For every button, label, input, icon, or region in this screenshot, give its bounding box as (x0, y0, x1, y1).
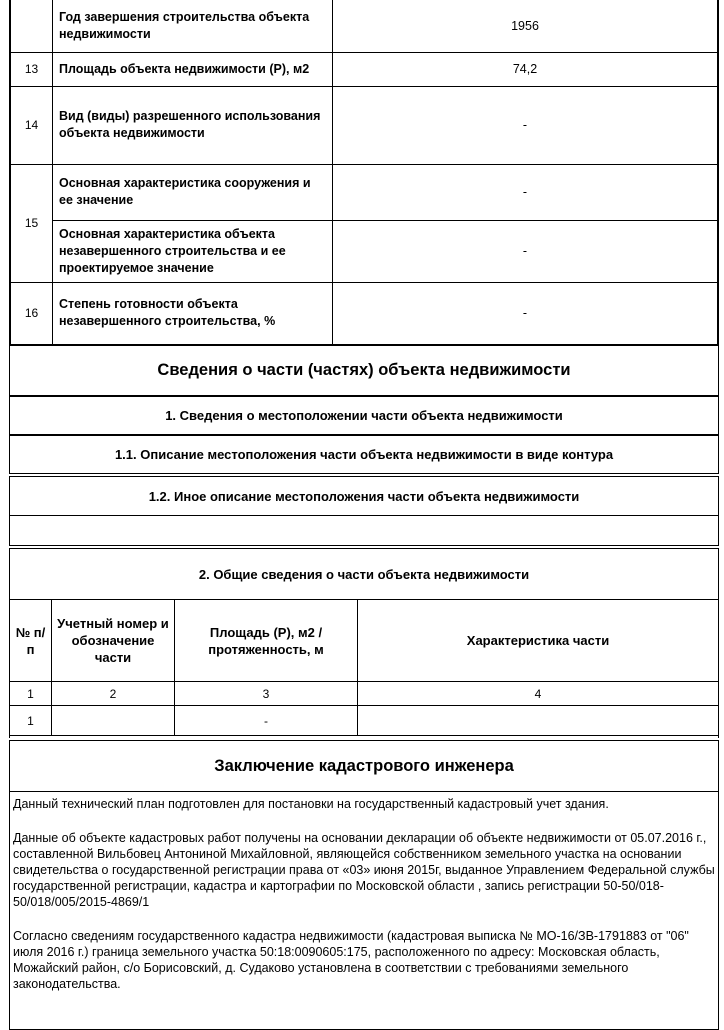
row-value: - (333, 86, 718, 164)
row-label: Основная характеристика сооружения и ее значение (53, 164, 333, 220)
parts-other-header (10, 477, 718, 516)
row-value: - (333, 282, 718, 344)
table-row (11, 0, 718, 52)
parts-other-heading: 1.2. Иное описание местоположения части объекта недвижимости (148, 488, 580, 504)
parts-contour-box (9, 435, 719, 474)
table-row (10, 706, 719, 736)
row-value: 74,2 (333, 52, 718, 86)
row-number: 16 (11, 282, 53, 344)
table-row (11, 164, 718, 220)
row-label: Год завершения строительства объекта недвижимости (53, 0, 333, 52)
row-label: Степень готовности объекта незавершенного строительства, % (53, 282, 333, 344)
conclusion-title: Заключение кадастрового инженера (214, 756, 514, 775)
col-number: 2 (52, 682, 175, 706)
parts-location-box (9, 396, 719, 435)
table-row-col-numbers (10, 682, 719, 706)
row-label: Вид (виды) разрешенного использования объекта недвижимости (53, 86, 333, 164)
col-header-number: № п/п (10, 600, 52, 682)
table-row (11, 86, 718, 164)
parts-general-header (10, 549, 718, 599)
conclusion-box (9, 740, 719, 1030)
parts-table (9, 599, 719, 736)
table-row (11, 52, 718, 86)
row-value: - (333, 164, 718, 220)
parts-location-heading: 1. Сведения о местоположении части объекта недвижимости (165, 408, 563, 423)
col-number: 1 (10, 682, 52, 706)
parts-general-box (9, 548, 719, 738)
row-number: 14 (11, 86, 53, 164)
parts-general-heading: 2. Общие сведения о части объекта недвижимости (198, 566, 530, 582)
col-number: 4 (358, 682, 719, 706)
cell-account-number (52, 706, 175, 736)
row-label: Площадь объекта недвижимости (Р), м2 (53, 52, 333, 86)
row-value: 1956 (333, 0, 718, 52)
conclusion-paragraph-3: Согласно сведениям государственного кадастра недвижимости (кадастровая выписка № МО-16/ЗВ-1791883 от "06" июля 2016 г.) граница земельного участка 50:18:0090605:175, расположенного по адресу: Московская область, Можайский район, с/о Борисовский, д. Судаково установлена в соответствии с требованиями земельного законодательства. (13, 929, 689, 991)
row-value: - (333, 220, 718, 282)
row-number: 15 (11, 164, 53, 282)
row-number (11, 0, 53, 52)
parts-contour-heading: 1.1. Описание местоположения части объекта недвижимости в виде контура (114, 447, 614, 462)
row-label: Основная характеристика объекта незавершенного строительства и ее проектируемое значение (53, 220, 333, 282)
table-row (11, 220, 718, 282)
conclusion-header (10, 741, 718, 792)
table-header-row (10, 600, 719, 682)
col-header-characteristic: Характеристика части (358, 600, 719, 682)
parts-title-box (9, 345, 719, 396)
col-header-account-number: Учетный номер и обозначение части (52, 600, 175, 682)
cell-number: 1 (10, 706, 52, 736)
col-header-area: Площадь (Р), м2 / протяженность, м (175, 600, 358, 682)
characteristics-table (9, 0, 719, 345)
row-number: 13 (11, 52, 53, 86)
cell-area: - (175, 706, 358, 736)
parts-title: Сведения о части (частях) объекта недвижимости (157, 361, 571, 379)
col-number: 3 (175, 682, 358, 706)
conclusion-paragraph-2: Данные об объекте кадастровых работ получены на основании декларации об объекте недвижимости от 05.07.2016 г., составленной Вильбовец Антониной Михайловной, являющейся собственником земельного участка на основании свидетельства о государственной регистрации права от «03» июня 2015г, выданное Управлением Федеральной службы государственной регистрации, кадастра и картографии по Московской области , запись регистрации 50-50/018-50/018/005/2015-4869/1 (13, 831, 715, 909)
table-row (11, 282, 718, 344)
parts-other-box (9, 476, 719, 546)
cell-characteristic (358, 706, 719, 736)
conclusion-paragraph-1: Данный технический план подготовлен для постановки на государственный кадастровый учет здания. (13, 797, 609, 811)
